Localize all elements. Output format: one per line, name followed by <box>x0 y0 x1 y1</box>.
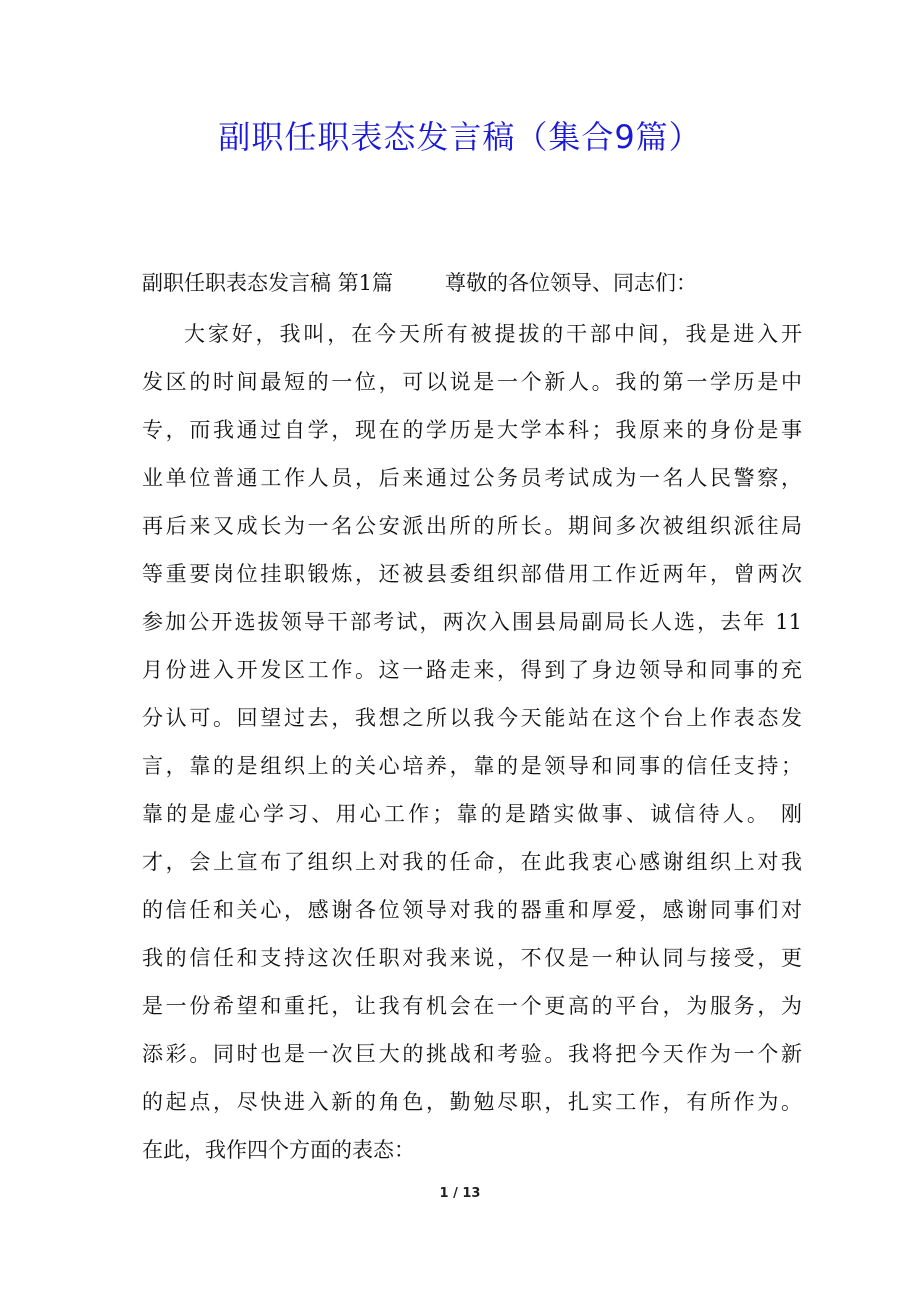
text-line: 分认可。回望过去，我想之所以我今天能站在这个台上作表态发 <box>142 706 802 730</box>
text-line: 才，会上宣布了组织上对我的任命，在此我衷心感谢组织上对我 <box>142 850 802 874</box>
text-line: 靠的是虚心学习、用心工作；靠的是踏实做事、诚信待人。 刚 <box>142 802 802 826</box>
text-line: 的起点，尽快进入新的角色，勤勉尽职，扎实工作，有所作为。 <box>142 1090 802 1114</box>
text-line: 我的信任和支持这次任职对我来说，不仅是一种认同与接受，更 <box>142 946 802 970</box>
text-line: 再后来又成长为一名公安派出所的所长。期间多次被组织派往局 <box>142 514 802 538</box>
text-line: 等重要岗位挂职锻炼，还被县委组织部借用工作近两年，曾两次 <box>142 562 802 586</box>
text-line: 发区的时间最短的一位，可以说是一个新人。我的第一学历是中 <box>142 370 802 394</box>
text-line: 言，靠的是组织上的关心培养，靠的是领导和同事的信任支持； <box>142 754 802 778</box>
text-line: 大家好，我叫，在今天所有被提拔的干部中间，我是进入开 <box>184 322 802 346</box>
lead-line <box>142 265 802 301</box>
text-line: 业单位普通工作人员，后来通过公务员考试成为一名人民警察， <box>142 466 802 490</box>
document-title: 副职任职表态发言稿（集合9篇） <box>218 118 702 156</box>
text-line: 在此，我作四个方面的表态： <box>142 1138 415 1162</box>
text-line: 是一份希望和重托，让我有机会在一个更高的平台，为服务，为 <box>142 994 802 1018</box>
page-number: 1 / 13 <box>439 1186 481 1201</box>
text-line: 添彩。同时也是一次巨大的挑战和考验。我将把今天作为一个新 <box>142 1042 802 1066</box>
lead-heading: 副职任职表态发言稿 第1篇 <box>142 271 394 295</box>
body-paragraph <box>142 310 802 1174</box>
text-line: 参加公开选拔领导干部考试，两次入围县局副局长人选，去年 11 <box>142 610 802 634</box>
salutation: 尊敬的各位领导、同志们： <box>445 271 698 295</box>
text-line: 月份进入开发区工作。这一路走来，得到了身边领导和同事的充 <box>142 658 802 682</box>
text-line: 的信任和关心，感谢各位领导对我的器重和厚爱，感谢同事们对 <box>142 898 802 922</box>
text-line: 专，而我通过自学，现在的学历是大学本科；我原来的身份是事 <box>142 418 802 442</box>
